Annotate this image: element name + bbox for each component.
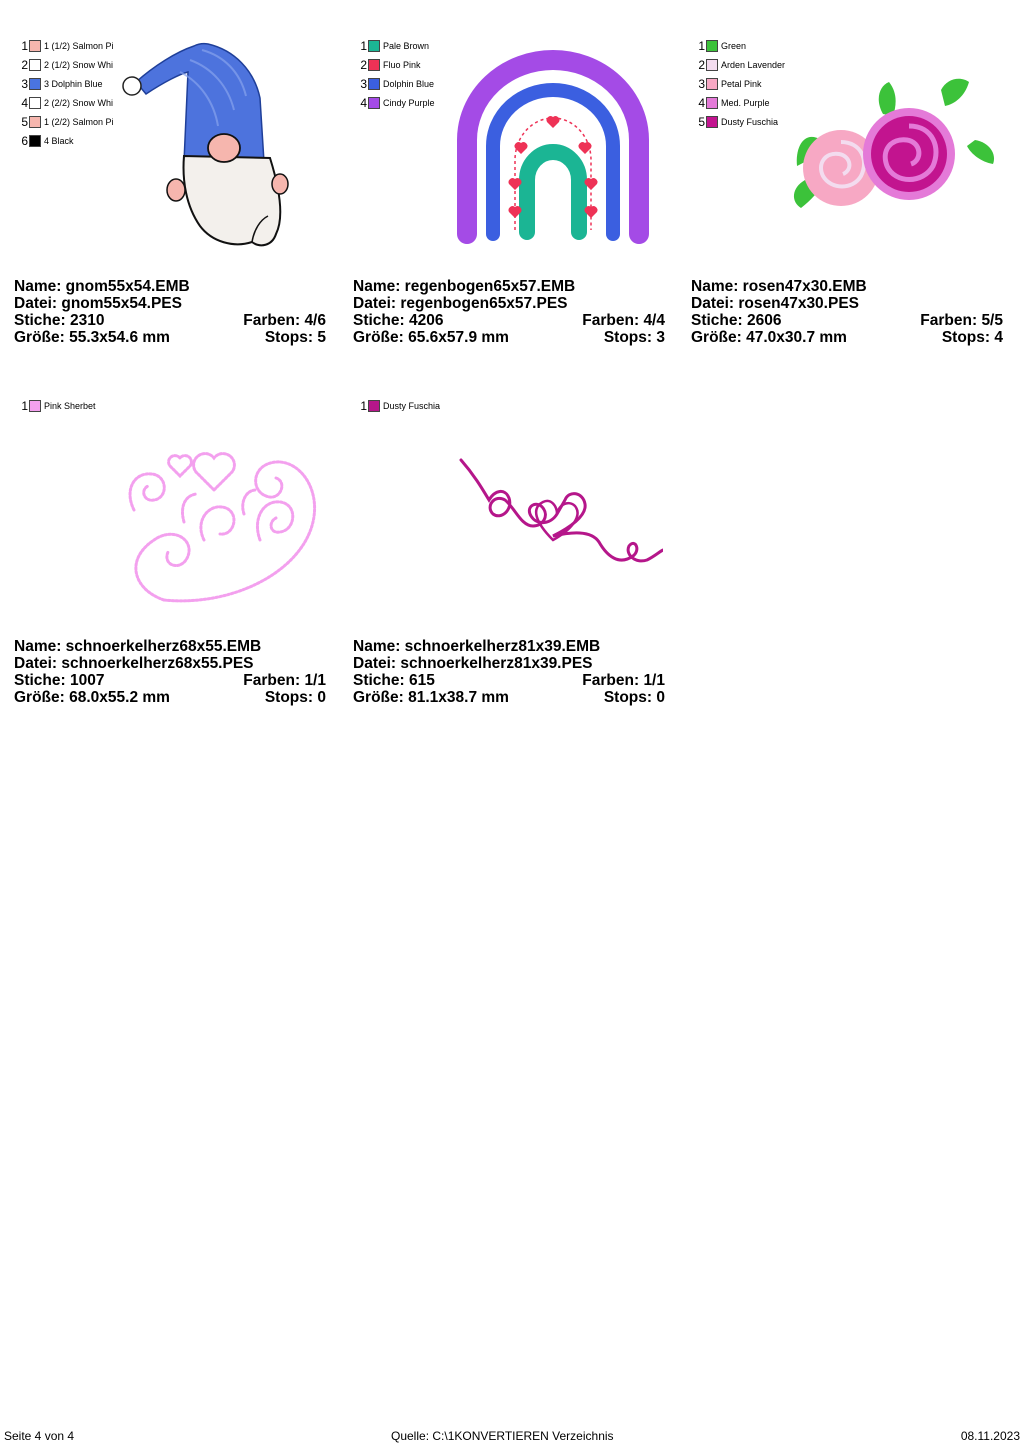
thread-color-name: 2 (1/2) Snow Whi: [44, 59, 114, 70]
thread-color-name: 1 (1/2) Salmon Pi: [44, 40, 114, 51]
design-name: Name: rosen47x30.EMB: [691, 278, 867, 295]
thread-color-swatch: [706, 116, 718, 128]
stop-count: Stops: 0: [603, 689, 665, 706]
legend-number: 6: [21, 133, 28, 148]
legend-number: 3: [360, 76, 367, 91]
thread-color-name: Arden Lavender: [721, 59, 786, 70]
legend-number: 4: [360, 95, 367, 110]
footer-source-path: Quelle: C:\1KONVERTIEREN Verzeichnis: [391, 1429, 614, 1443]
thread-color-name: Cindy Purple: [383, 97, 435, 108]
legend-number: 1: [360, 398, 367, 413]
stitch-count: Stiche: 2606: [691, 312, 782, 329]
legend-number: 5: [21, 114, 28, 129]
legend-number: 1: [21, 38, 28, 53]
thread-color-name: Dusty Fuschia: [383, 400, 441, 411]
thread-color-swatch: [368, 400, 380, 412]
thread-color-swatch: [368, 59, 380, 71]
stop-count: Stops: 4: [941, 329, 1003, 346]
color-count: Farben: 1/1: [582, 672, 665, 689]
color-count: Farben: 4/4: [582, 312, 665, 329]
heart-line-embroidery-image: [423, 390, 663, 620]
color-count: Farben: 4/6: [243, 312, 326, 329]
design-size: Größe: 68.0x55.2 mm: [14, 689, 170, 706]
thread-color-swatch: [29, 59, 41, 71]
thread-color-swatch: [368, 78, 380, 90]
design-info: [353, 638, 665, 706]
thread-color-swatch: [706, 78, 718, 90]
stitch-count: Stiche: 615: [353, 672, 435, 689]
design-info: [691, 278, 1003, 346]
design-name: Name: regenbogen65x57.EMB: [353, 278, 576, 295]
design-size: Größe: 65.6x57.9 mm: [353, 329, 509, 346]
thread-color-name: 1 (2/2) Salmon Pi: [44, 116, 114, 127]
legend-number: 2: [698, 57, 705, 72]
design-size: Größe: 47.0x30.7 mm: [691, 329, 847, 346]
legend-number: 2: [360, 57, 367, 72]
thread-color-swatch: [29, 97, 41, 109]
thread-color-name: Pale Brown: [383, 40, 430, 51]
design-file: Datei: rosen47x30.PES: [691, 295, 860, 312]
thread-color-name: Petal Pink: [721, 78, 762, 89]
design-card-schnoerkelherz68x55: [14, 368, 326, 706]
design-info: [14, 278, 326, 346]
stop-count: Stops: 0: [264, 689, 326, 706]
thread-color-swatch: [29, 116, 41, 128]
legend-number: 4: [21, 95, 28, 110]
thread-color-swatch: [706, 97, 718, 109]
rainbow-embroidery-image: [423, 30, 663, 260]
gnome-embroidery-image: [84, 30, 324, 260]
thread-color-swatch: [368, 40, 380, 52]
design-size: Größe: 55.3x54.6 mm: [14, 329, 170, 346]
stitch-count: Stiche: 2310: [14, 312, 105, 329]
footer-page-number: Seite 4 von 4: [4, 1429, 75, 1443]
legend-number: 2: [21, 57, 28, 72]
thread-color-name: 4 Black: [44, 135, 74, 146]
design-card-regenbogen: [353, 8, 665, 346]
footer-date: 08.11.2023: [960, 1429, 1020, 1443]
legend-number: 3: [21, 76, 28, 91]
thread-color-name: Fluo Pink: [383, 59, 421, 70]
thread-color-name: Dolphin Blue: [383, 78, 435, 89]
design-name: Name: schnoerkelherz81x39.EMB: [353, 638, 601, 655]
stitch-count: Stiche: 4206: [353, 312, 444, 329]
swirl-heart-embroidery-image: [84, 390, 324, 620]
design-card-schnoerkelherz81x39: [353, 368, 665, 706]
thread-color-swatch: [29, 78, 41, 90]
stop-count: Stops: 5: [264, 329, 326, 346]
legend-number: 1: [21, 398, 28, 413]
design-file: Datei: schnoerkelherz68x55.PES: [14, 655, 254, 672]
legend-number: 3: [698, 76, 705, 91]
color-count: Farben: 1/1: [243, 672, 326, 689]
thread-color-swatch: [368, 97, 380, 109]
thread-color-name: Green: [721, 40, 747, 51]
thread-color-swatch: [29, 40, 41, 52]
thread-color-name: Dusty Fuschia: [721, 116, 779, 127]
stitch-count: Stiche: 1007: [14, 672, 105, 689]
legend-number: 5: [698, 114, 705, 129]
design-name: Name: gnom55x54.EMB: [14, 278, 190, 295]
design-card-rosen: [691, 8, 1003, 346]
design-file: Datei: gnom55x54.PES: [14, 295, 182, 312]
roses-embroidery-image: [761, 30, 1001, 260]
design-file: Datei: regenbogen65x57.PES: [353, 295, 568, 312]
thread-color-swatch: [706, 59, 718, 71]
thread-color-swatch: [29, 135, 41, 147]
thread-color-name: 2 (2/2) Snow Whi: [44, 97, 114, 108]
legend-number: 4: [698, 95, 705, 110]
legend-number: 1: [698, 38, 705, 53]
thread-color-name: Med. Purple: [721, 97, 770, 108]
design-info: [14, 638, 326, 706]
design-size: Größe: 81.1x38.7 mm: [353, 689, 509, 706]
stop-count: Stops: 3: [603, 329, 665, 346]
thread-color-swatch: [29, 400, 41, 412]
thread-color-name: Pink Sherbet: [44, 400, 96, 411]
thread-color-swatch: [706, 40, 718, 52]
design-name: Name: schnoerkelherz68x55.EMB: [14, 638, 262, 655]
design-info: [353, 278, 665, 346]
legend-number: 1: [360, 38, 367, 53]
design-file: Datei: schnoerkelherz81x39.PES: [353, 655, 593, 672]
color-count: Farben: 5/5: [920, 312, 1003, 329]
thread-color-name: 3 Dolphin Blue: [44, 78, 103, 89]
design-card-gnom: [14, 8, 326, 346]
